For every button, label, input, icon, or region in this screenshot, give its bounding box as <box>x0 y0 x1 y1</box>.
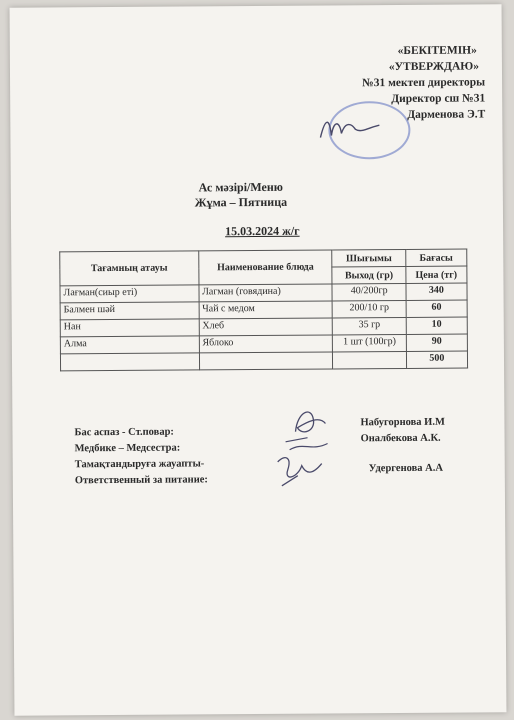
menu-date: 15.03.2024 ж/г <box>225 223 300 239</box>
cook-name: Набугорнова И.М <box>360 416 445 429</box>
dish-name-kz: Лағман(сиыр еті) <box>60 285 199 303</box>
approval-position-kz: №31 мектеп директоры <box>362 76 486 90</box>
signature-labels <box>74 424 208 489</box>
signature-names <box>360 415 445 478</box>
nurse-label: Медбике – Медсестра: <box>74 442 181 455</box>
table-total-row <box>60 351 467 371</box>
approval-position-ru: Директор сш №31 <box>391 92 486 106</box>
empty-cell <box>333 351 406 369</box>
nurse-name: Оналбекова А.К. <box>360 432 441 445</box>
document-page <box>10 4 507 715</box>
dish-name-ru: Лагман (говядина) <box>199 284 333 302</box>
header-yield-ru: Выход (гр) <box>332 266 405 284</box>
dish-price: 60 <box>406 300 467 317</box>
dish-price: 340 <box>406 283 467 300</box>
menu-day: Жұма – Пятница <box>194 194 288 210</box>
cook-label: Бас аспаз - Ст.повар: <box>74 426 174 439</box>
dish-name-ru: Чай с медом <box>199 301 333 319</box>
dish-yield: 40/200гр <box>332 283 405 301</box>
dish-name-ru: Яблоко <box>199 335 333 353</box>
dish-name-kz: Балмен шәй <box>60 302 199 320</box>
dish-yield: 35 гр <box>333 317 406 335</box>
header-name-kz: Тағамның атауы <box>60 251 199 286</box>
responsible-name: Удергенова А.А <box>368 462 443 475</box>
approval-line-ru: «УТВЕРЖДАЮ» <box>388 60 479 74</box>
header-name-ru: Наименование блюда <box>198 250 332 285</box>
empty-cell <box>60 353 199 371</box>
empty-cell <box>199 352 333 370</box>
approval-line-kz: «БЕКІТЕМІН» <box>397 44 477 58</box>
responsible-label-ru: Ответственный за питание: <box>74 474 208 487</box>
approval-director-name: Дарменова Э.Т <box>407 108 486 121</box>
dish-yield: 1 шт (100гр) <box>333 334 406 352</box>
menu-title: Ас мәзірі/Меню <box>198 179 283 195</box>
header-yield-kz: Шығымы <box>332 249 405 267</box>
director-signature <box>315 109 385 145</box>
dish-name-kz: Алма <box>60 336 199 354</box>
handwritten-signatures <box>267 401 348 497</box>
header-price-ru: Цена (тг) <box>406 266 467 283</box>
dish-yield: 200/10 гр <box>333 300 406 318</box>
total-price: 500 <box>406 351 467 368</box>
dish-name-ru: Хлеб <box>199 318 333 336</box>
dish-name-kz: Нан <box>60 319 199 337</box>
menu-table <box>59 249 468 372</box>
dish-price: 90 <box>406 334 467 351</box>
dish-price: 10 <box>406 317 467 334</box>
responsible-label-kz: Тамақтандыруға жауапты- <box>74 458 205 471</box>
header-price-kz: Бағасы <box>405 249 466 266</box>
